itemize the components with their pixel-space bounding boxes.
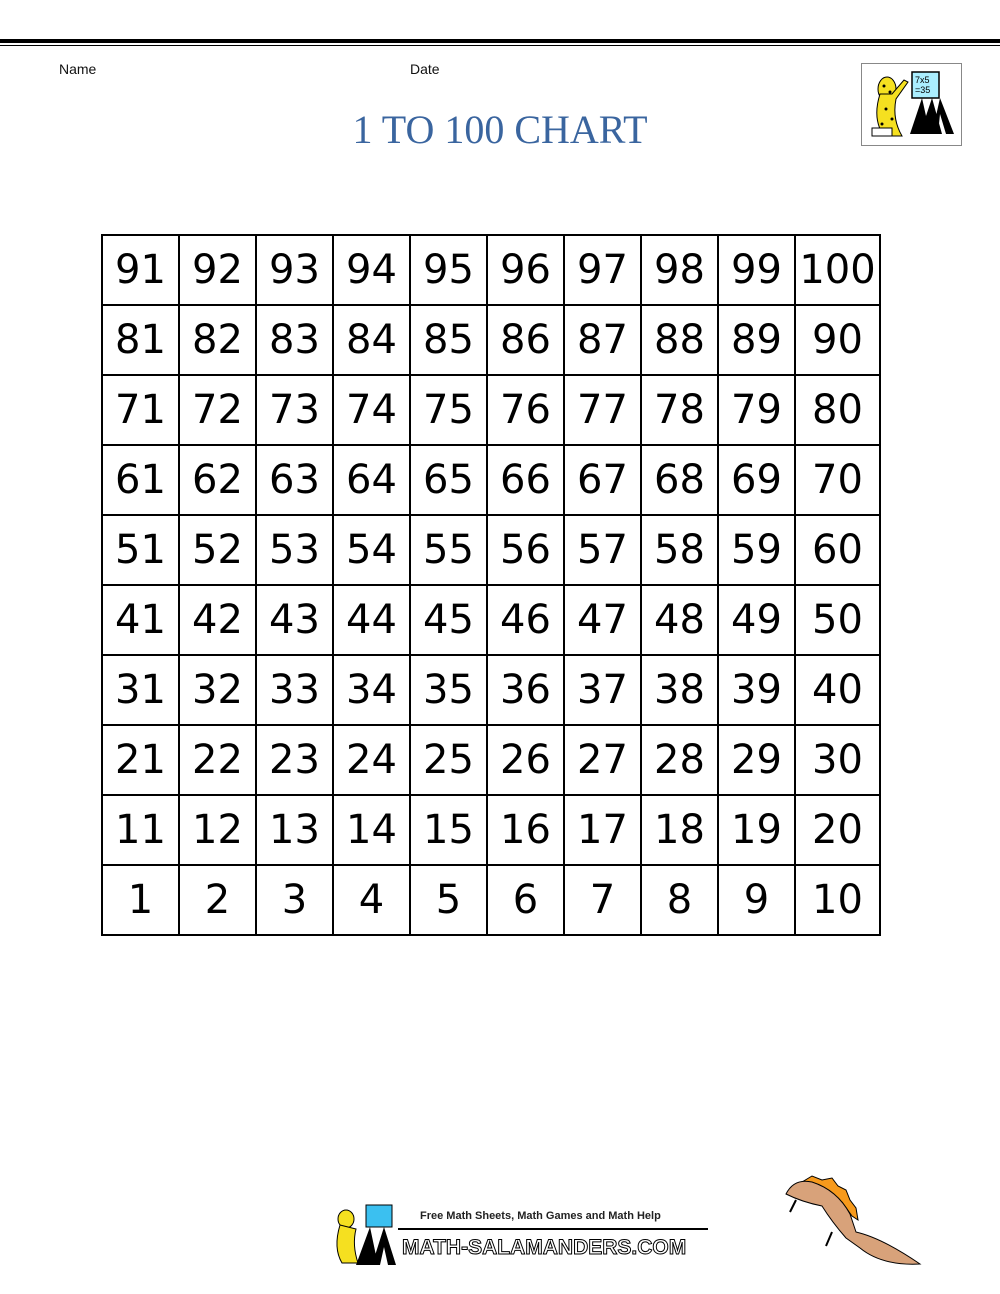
grid-cell: 38 [641,655,718,725]
grid-cell: 20 [795,795,880,865]
grid-cell: 67 [564,445,641,515]
grid-cell: 34 [333,655,410,725]
grid-cell: 2 [179,865,256,935]
grid-cell: 73 [256,375,333,445]
footer-tagline: Free Math Sheets, Math Games and Math Help [420,1210,661,1222]
grid-cell: 32 [179,655,256,725]
grid-cell: 84 [333,305,410,375]
grid-cell: 96 [487,235,564,305]
grid-cell: 68 [641,445,718,515]
grid-cell: 100 [795,235,880,305]
grid-cell: 56 [487,515,564,585]
grid-cell: 71 [102,375,179,445]
grid-row [102,865,880,935]
grid-cell: 54 [333,515,410,585]
grid-cell: 93 [256,235,333,305]
grid-cell: 26 [487,725,564,795]
top-rule-thin [0,45,1000,46]
grid-cell: 62 [179,445,256,515]
grid-row [102,375,880,445]
grid-cell: 95 [410,235,487,305]
grid-cell: 92 [179,235,256,305]
grid-cell: 82 [179,305,256,375]
grid-cell: 57 [564,515,641,585]
grid-cell: 19 [718,795,795,865]
grid-cell: 58 [641,515,718,585]
page-title: 1 TO 100 CHART [352,107,648,152]
grid-cell: 52 [179,515,256,585]
grid-cell: 23 [256,725,333,795]
grid-row [102,585,880,655]
grid-cell: 85 [410,305,487,375]
grid-cell: 64 [333,445,410,515]
grid-cell: 33 [256,655,333,725]
date-label: Date [410,61,440,77]
grid-cell: 99 [718,235,795,305]
grid-cell: 17 [564,795,641,865]
grid-cell: 46 [487,585,564,655]
grid-cell: 44 [333,585,410,655]
grid-cell: 79 [718,375,795,445]
grid-cell: 76 [487,375,564,445]
grid-cell: 48 [641,585,718,655]
grid-cell: 98 [641,235,718,305]
grid-cell: 36 [487,655,564,725]
salamander-logo [861,63,962,146]
svg-text:=35: =35 [915,85,931,95]
grid-cell: 3 [256,865,333,935]
grid-cell: 47 [564,585,641,655]
grid-cell: 1 [102,865,179,935]
grid-cell: 53 [256,515,333,585]
grid-cell: 89 [718,305,795,375]
grid-cell: 80 [795,375,880,445]
grid-cell: 10 [795,865,880,935]
grid-cell: 59 [718,515,795,585]
grid-cell: 16 [487,795,564,865]
grid-cell: 27 [564,725,641,795]
grid-cell: 24 [333,725,410,795]
grid-cell: 78 [641,375,718,445]
grid-cell: 75 [410,375,487,445]
grid-cell: 9 [718,865,795,935]
grid-cell: 30 [795,725,880,795]
grid-cell: 51 [102,515,179,585]
grid-cell: 18 [641,795,718,865]
grid-row [102,795,880,865]
grid-cell: 55 [410,515,487,585]
footer-site-name: MATH-SALAMANDERS.COM [402,1236,687,1259]
grid-cell: 22 [179,725,256,795]
grid-cell: 63 [256,445,333,515]
top-rule [0,39,1000,43]
grid-cell: 81 [102,305,179,375]
grid-cell: 41 [102,585,179,655]
grid-cell: 45 [410,585,487,655]
grid-row [102,725,880,795]
grid-cell: 83 [256,305,333,375]
grid-cell: 72 [179,375,256,445]
grid-cell: 88 [641,305,718,375]
grid-cell: 66 [487,445,564,515]
grid-cell: 13 [256,795,333,865]
salamander-teacher-icon [862,64,961,145]
grid-row [102,655,880,725]
grid-cell: 29 [718,725,795,795]
grid-cell: 70 [795,445,880,515]
grid-row [102,305,880,375]
grid-cell: 15 [410,795,487,865]
grid-cell: 35 [410,655,487,725]
hundred-chart-grid [101,234,881,936]
grid-cell: 91 [102,235,179,305]
grid-row [102,235,880,305]
grid-cell: 25 [410,725,487,795]
salamander-illustration-icon [782,1172,927,1272]
grid-cell: 50 [795,585,880,655]
footer-salamander-icon [328,1203,398,1268]
grid-cell: 5 [410,865,487,935]
grid-cell: 94 [333,235,410,305]
grid-cell: 90 [795,305,880,375]
grid-cell: 77 [564,375,641,445]
grid-cell: 60 [795,515,880,585]
grid-cell: 14 [333,795,410,865]
grid-cell: 97 [564,235,641,305]
grid-cell: 74 [333,375,410,445]
grid-cell: 87 [564,305,641,375]
grid-cell: 61 [102,445,179,515]
grid-cell: 37 [564,655,641,725]
grid-cell: 7 [564,865,641,935]
grid-cell: 28 [641,725,718,795]
grid-cell: 69 [718,445,795,515]
grid-cell: 65 [410,445,487,515]
grid-cell: 12 [179,795,256,865]
grid-cell: 4 [333,865,410,935]
grid-row [102,445,880,515]
grid-cell: 42 [179,585,256,655]
grid-cell: 11 [102,795,179,865]
grid-cell: 21 [102,725,179,795]
grid-cell: 31 [102,655,179,725]
grid-cell: 86 [487,305,564,375]
footer-rule [398,1228,708,1230]
name-label: Name [59,61,97,77]
grid-cell: 6 [487,865,564,935]
grid-cell: 49 [718,585,795,655]
grid-cell: 40 [795,655,880,725]
grid-row [102,515,880,585]
grid-cell: 8 [641,865,718,935]
grid-cell: 39 [718,655,795,725]
svg-text:7x5: 7x5 [915,75,930,85]
grid-cell: 43 [256,585,333,655]
